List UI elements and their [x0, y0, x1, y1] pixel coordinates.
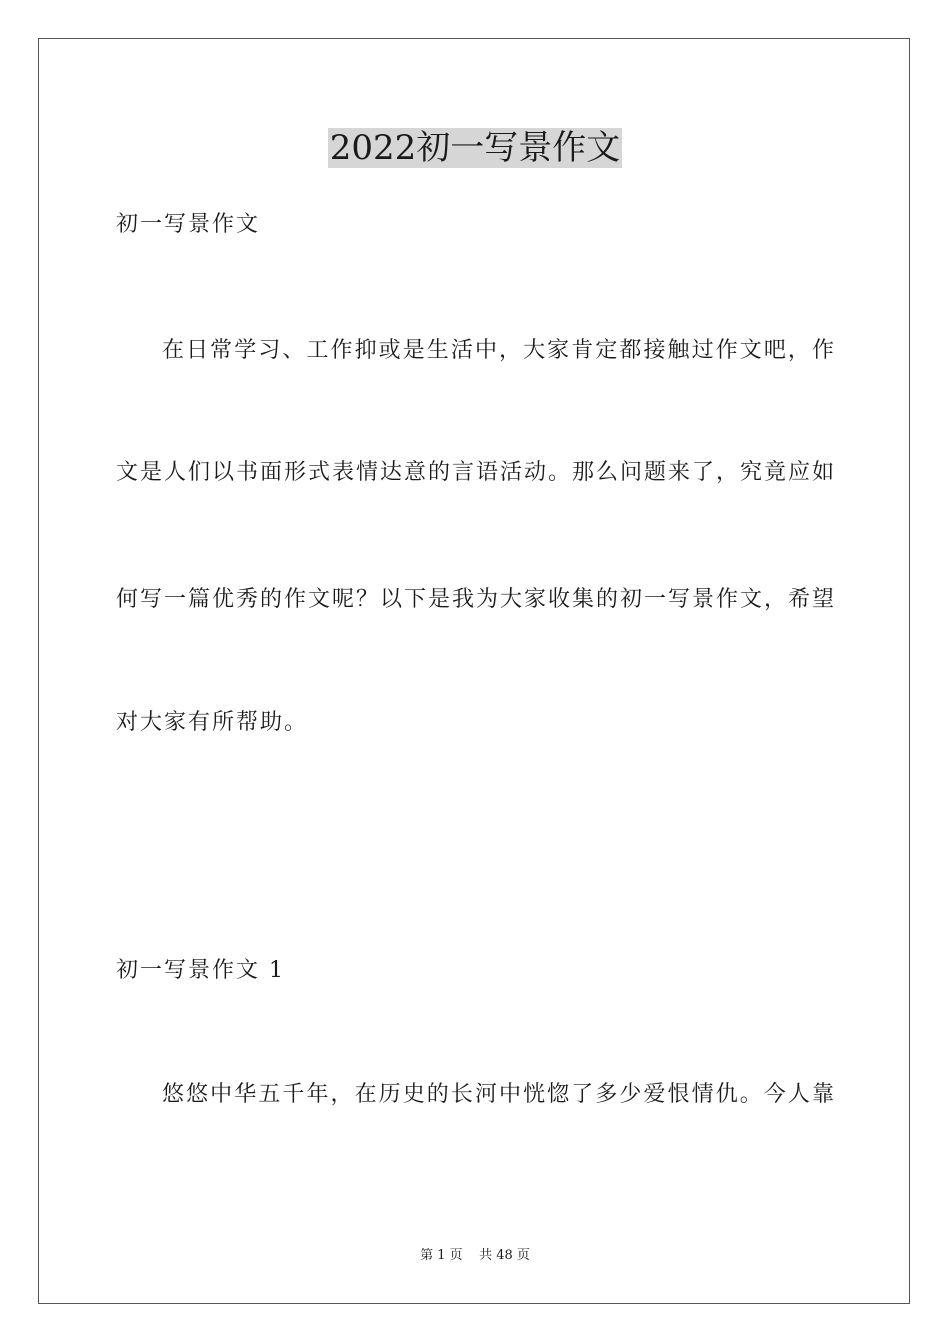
intro-line-4: 对大家有所帮助。 [116, 710, 309, 735]
intro-line-2: 文是人们以书面形式表情达意的言语活动。那么问题来了，究竟应如 [116, 460, 836, 485]
document-subtitle: 初一写景作文 [116, 212, 261, 237]
section-heading: 初一写景作文 1 [116, 958, 285, 983]
page-number-footer: 第 1 页 共 48 页 [420, 1248, 530, 1263]
intro-line-3: 何写一篇优秀的作文呢？以下是我为大家收集的初一写景作文，希望 [116, 587, 836, 612]
document-title [0, 128, 950, 168]
section-line-1: 悠悠中华五千年，在历史的长河中恍惚了多少爱恨情仇。今人靠 [162, 1082, 836, 1107]
document-title-text: 2022初一写景作文 [329, 128, 621, 168]
intro-line-1: 在日常学习、工作抑或是生活中，大家肯定都接触过作文吧，作 [162, 338, 836, 363]
